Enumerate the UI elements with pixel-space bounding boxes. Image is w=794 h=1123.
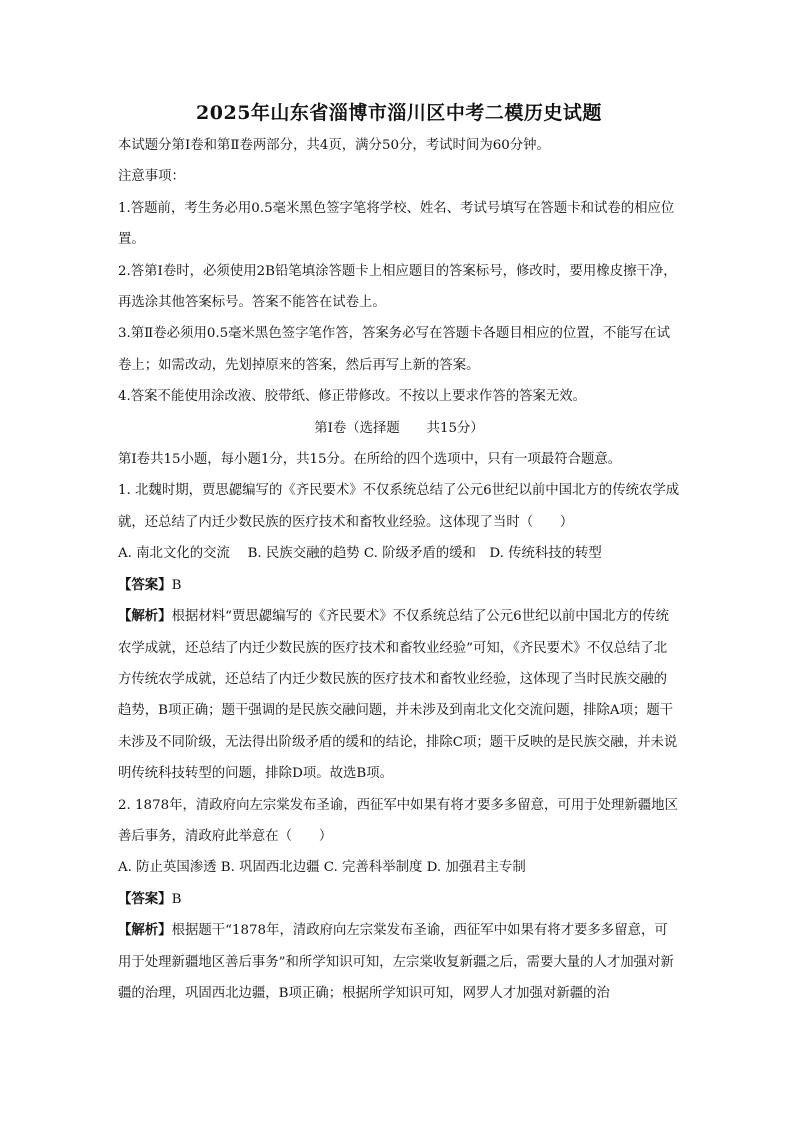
answer-value: B	[171, 577, 182, 593]
notes-heading: 注意事项：	[118, 169, 185, 185]
question-stem: 2. 1878年，清政府向左宗棠发布圣谕，西征军中如果有将才要多多留意，可用于处理新疆地区善后事务，清政府此举意在（ ）	[118, 797, 678, 844]
exam-intro: 本试题分第Ⅰ卷和第Ⅱ卷两部分，共4页，满分50分，考试时间为60分钟。	[118, 138, 550, 153]
note-item: 3.第Ⅱ卷必须用0.5毫米黑色签字笔作答，答案务必写在答题卡各题目相应的位置，不能写在试卷上；如需改动，先划掉原来的答案，然后再写上新的答案。	[118, 326, 671, 373]
question-options: A. 南北文化的交流 B. 民族交融的趋势 C. 阶级矛盾的缓和 D. 传统科技的转型	[118, 546, 602, 562]
analysis-paragraph	[118, 601, 680, 789]
section-description: 第Ⅰ卷共15小题，每小题1分，共15分。在所给的四个选项中，只有一项最符合题意。	[118, 452, 622, 468]
answer-tag: 【答案】	[118, 576, 172, 593]
document-title: 2025年山东省淄博市淄川区中考二模历史试题	[196, 102, 602, 124]
answer-line	[118, 570, 680, 601]
note-item: 1.答题前，考生务必用0.5毫米黑色签字笔将学校、姓名、考试号填写在答题卡和试卷的相应位置。	[118, 200, 675, 248]
analysis-text: 根据题干“1878年，清政府向左宗棠发布圣谕，西征军中如果有将才要多多留意，可用于处理新疆地区善后事务”和所学知识可知，左宗棠收复新疆之后，需要大量的人才加强对新疆的治理，巩固西北边疆，B项正确；根据所学知识可知，网罗人才加强对新疆的治	[118, 923, 674, 1001]
document-page	[118, 100, 680, 1009]
answer-value: B	[171, 891, 182, 907]
answer-line	[118, 884, 680, 915]
note-item: 4.答案不能使用涂改液、胶带纸、修正带修改。不按以上要求作答的答案无效。	[118, 389, 587, 405]
answer-tag: 【答案】	[118, 890, 172, 907]
analysis-tag: 【解析】	[118, 608, 172, 625]
analysis-paragraph	[118, 915, 680, 1009]
analysis-tag: 【解析】	[118, 922, 172, 939]
note-item: 2.答第Ⅰ卷时，必须使用2B铅笔填涂答题卡上相应题目的答案标号，修改时，要用橡皮擦干净，再选涂其他答案标号。答案不能答在试卷上。	[118, 263, 677, 311]
question-stem: 1. 北魏时期，贾思勰编写的《齐民要术》不仅系统总结了公元6世纪以前中国北方的传统农学成就，还总结了内迁少数民族的医疗技术和畜牧业经验。这体现了当时（ ）	[118, 483, 680, 530]
analysis-text: 根据材料“贾思勰编写的《齐民要术》不仅系统总结了公元6世纪以前中国北方的传统农学成就，还总结了内迁少数民族的医疗技术和畜牧业经验”可知，《齐民要术》不仅总结了北方传统农学成就，还总结了内迁少数民族的医疗技术和畜牧业经验，这体现了当时民族交融的趋势，B项正确；题干强调的是民族交融问题，并未涉及到南北文化交流问题，排除A项；题干未涉及不同阶级，无法得出阶级矛盾的缓和的结论，排除C项；题干反映的是民族交融，并未说明传统科技转型的问题，排除D项。故选B项。	[118, 609, 678, 782]
section-heading: 第Ⅰ卷（选择题 共15分）	[314, 420, 484, 436]
question-options: A. 防止英国渗透 B. 巩固西北边疆 C. 完善科举制度 D. 加强君主专制	[118, 860, 526, 876]
